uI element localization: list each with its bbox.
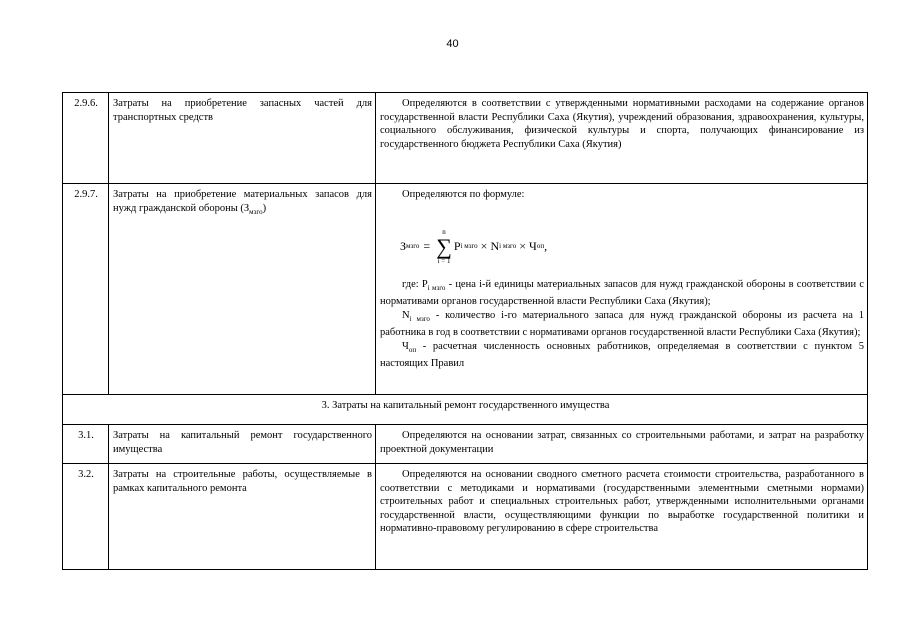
row-number: 3.2. bbox=[63, 464, 109, 570]
cost-name: Затраты на строительные работы, осуществляемые в рамках капитального ремонта bbox=[109, 464, 376, 570]
table-row bbox=[63, 425, 868, 464]
table-row bbox=[63, 464, 868, 570]
cost-name: Затраты на приобретение материальных запасов для нужд гражданской обороны $(З_{мзго})$ bbox=[109, 184, 376, 395]
cost-table bbox=[62, 92, 868, 570]
definition: $Ч_{оп}$ - расчетная численность основных работников, определяемая в соответствии с пунктом 5 настоящих Правил bbox=[380, 340, 864, 370]
cost-description: Определяются в соответствии с утвержденными нормативными расходами на содержание органов государственной власти Республики Саха (Якутия), учреждений образования, здравоохранения, культуры, социального обслуживания, физической культуры и спорта, получающих финансирование из государственного бюджета Республики Саха (Якутия) bbox=[376, 93, 868, 184]
cost-name: Затраты на капитальный ремонт государственного имущества bbox=[109, 425, 376, 464]
table-row bbox=[63, 93, 868, 184]
sum-sign: n ∑ i = 1 bbox=[436, 227, 452, 265]
row-number: 2.9.7. bbox=[63, 184, 109, 395]
section-row bbox=[63, 395, 868, 425]
section-heading: 3. Затраты на капитальный ремонт государственного имущества bbox=[63, 395, 868, 425]
table-row bbox=[63, 184, 868, 395]
cost-description bbox=[376, 184, 868, 395]
formula: З мзго = n ∑ i = 1 P i мзго × N i мзго × Ч оп , bbox=[400, 227, 548, 265]
cost-description: Определяются на основании сводного сметного расчета стоимости строительства, разработанного в соответствии с методиками и нормативами (государственными элементными сметными нормами) строительных работ и специальных строительных работ, утвержденными исполнительными органами государственной власти, осуществляющими функции по выработке государственной политики и нормативно-правовому регулированию в сфере строительства bbox=[376, 464, 868, 570]
cost-name: Затраты на приобретение запасных частей для транспортных средств bbox=[109, 93, 376, 184]
row-number: 2.9.6. bbox=[63, 93, 109, 184]
definition: $N_{i мзго}$ - количество i-го материального запаса для нужд гражданской обороны из расчета на 1 работника в год в соответствии с нормативами органов государственной власти Республики Саха (Якутия); bbox=[380, 309, 864, 339]
formula-intro: Определяются по формуле: bbox=[402, 189, 525, 200]
definition: где: $P_{i мзго}$ - цена i-й единицы материальных запасов для нужд гражданской обороны в соответствии с нормативами органов государственной власти Республики Саха (Якутия); bbox=[380, 278, 864, 308]
row-number: 3.1. bbox=[63, 425, 109, 464]
cost-description: Определяются на основании затрат, связанных со строительными работами, и затрат на разработку проектной документации bbox=[376, 425, 868, 464]
page-number: 40 bbox=[446, 38, 459, 50]
